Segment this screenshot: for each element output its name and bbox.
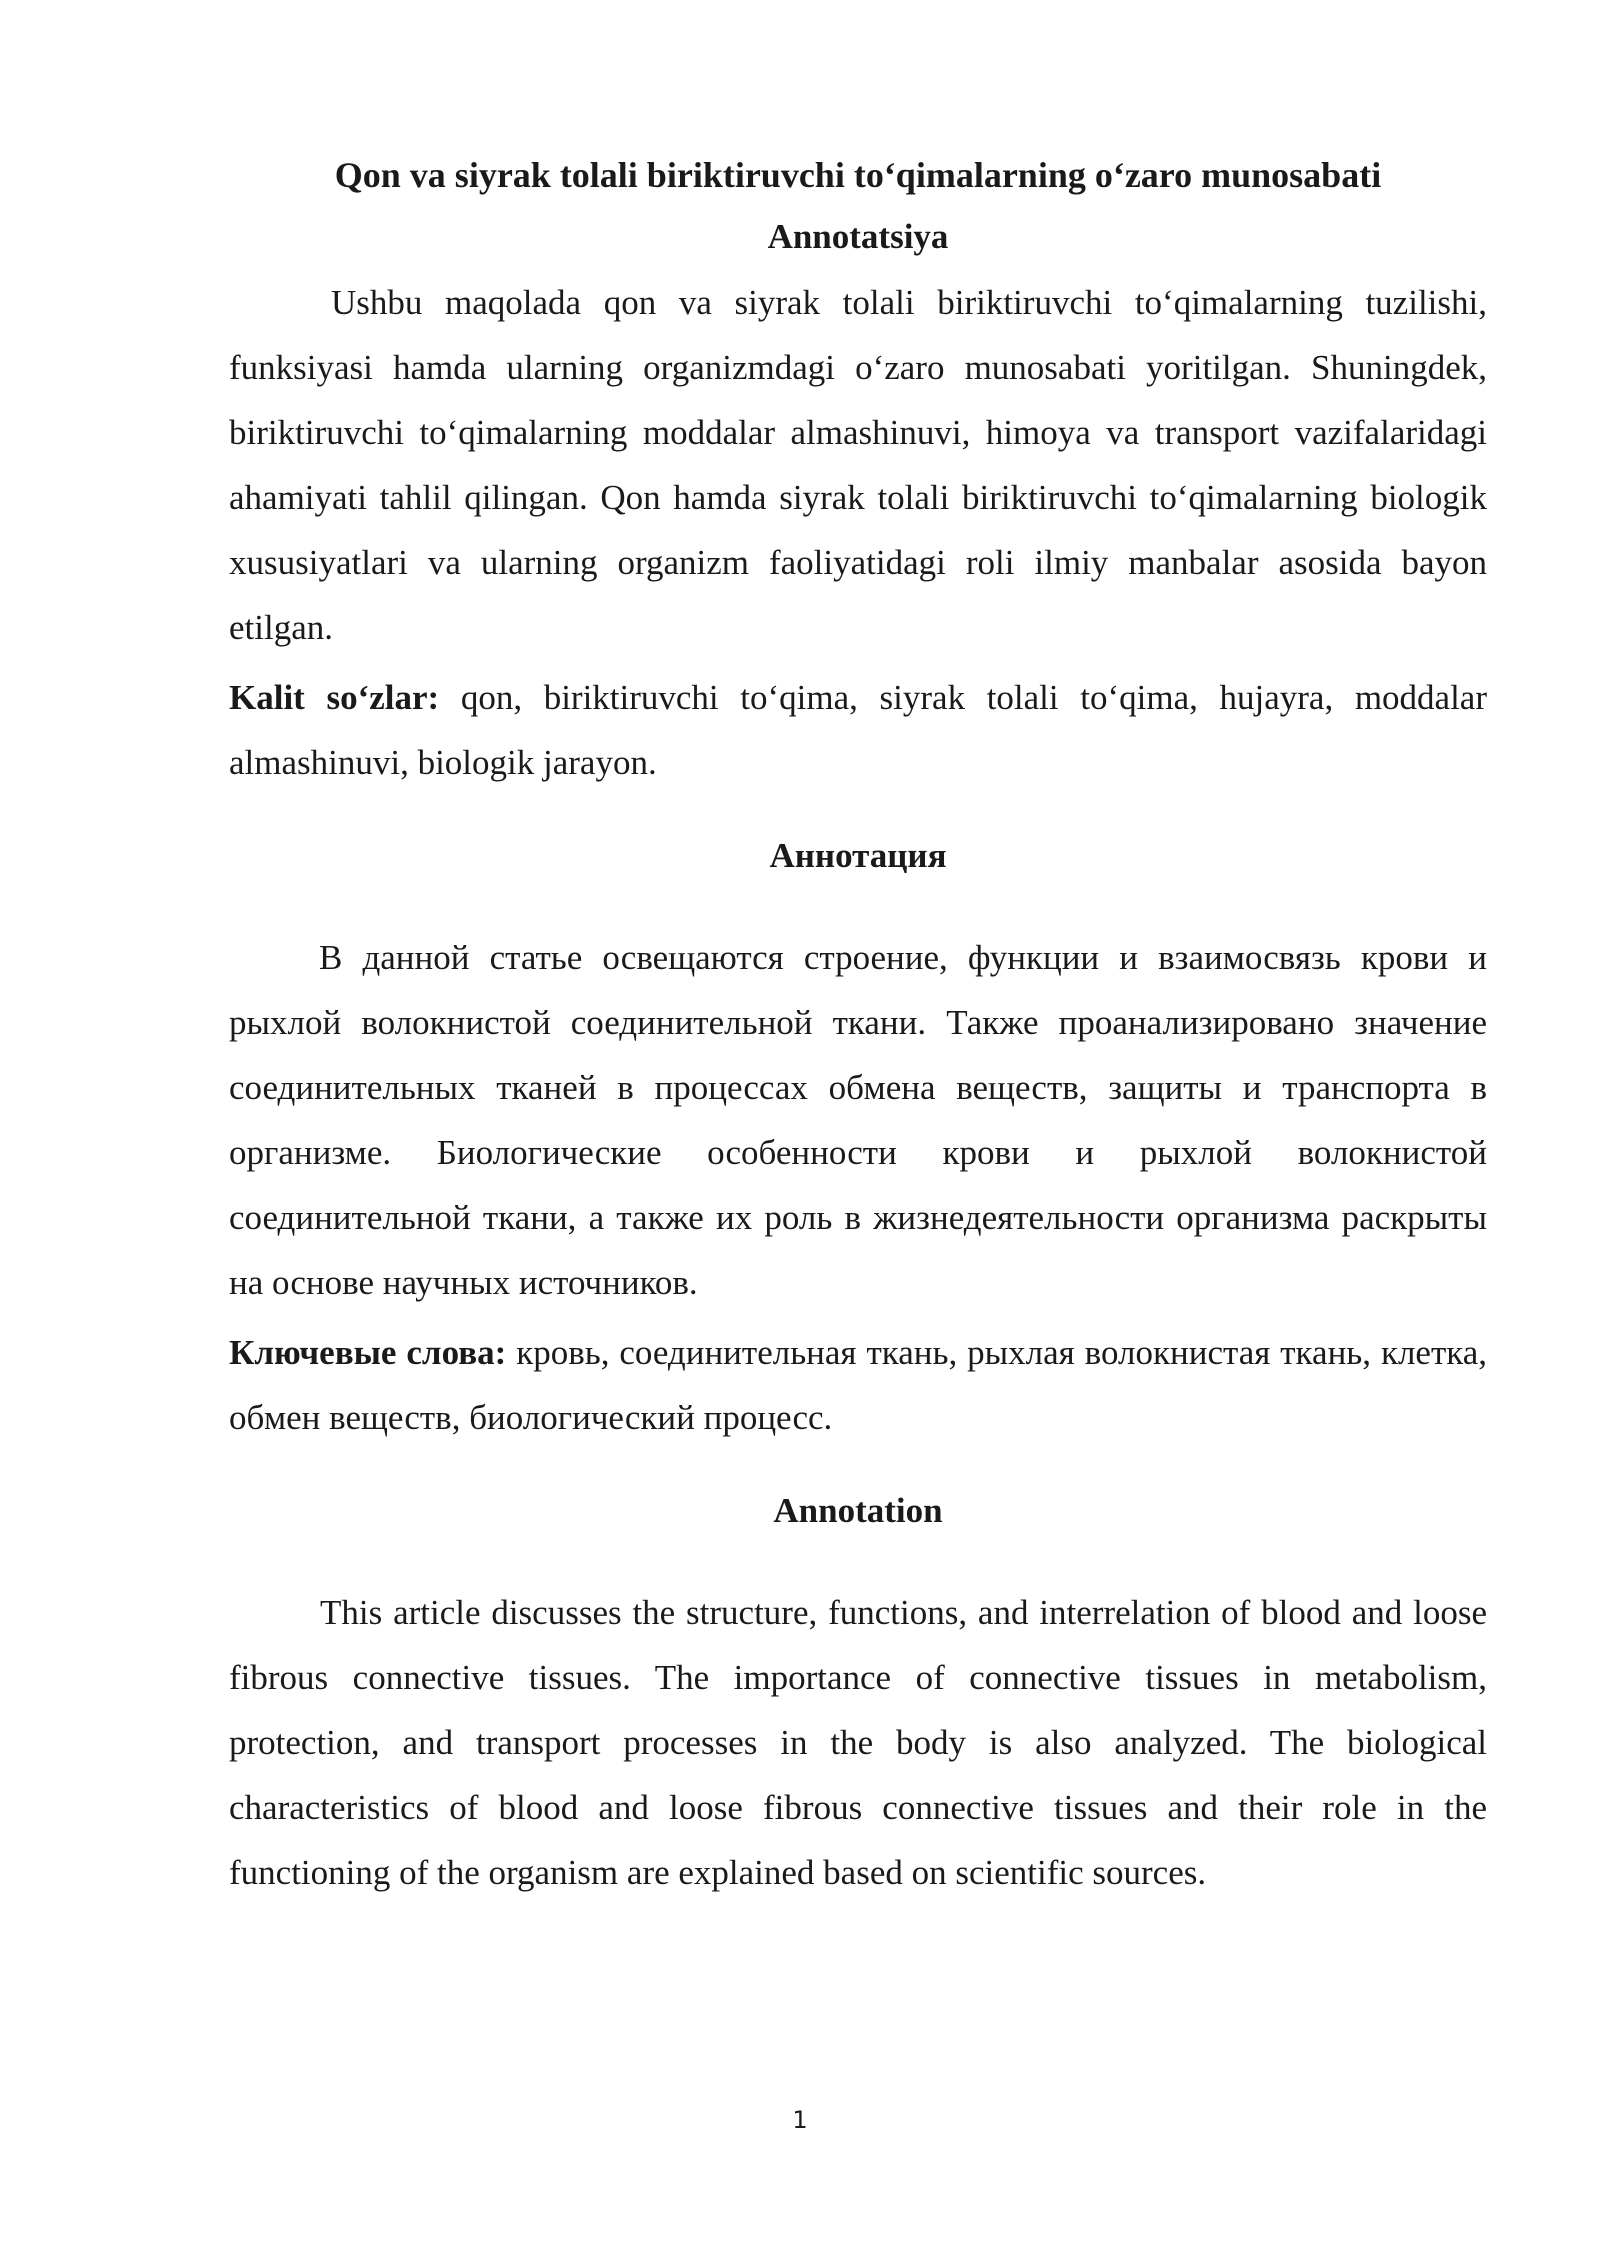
keywords-text-ru: кровь, соединительная ткань, рыхлая волокнистая ткань, клетка, обмен веществ, биологический процесс. [229,1333,1488,1437]
keywords-text-uz: qon, biriktiruvchi to‘qima, siyrak tolali to‘qima, hujayra, moddalar almashinuvi, biologik jarayon. [229,678,1487,782]
keywords-uz [229,665,1487,795]
paragraph-annotatsiya: Ushbu maqolada qon va siyrak tolali biriktiruvchi to‘qimalarning tuzilishi, funksiyasi hamda ularning organizmdagi o‘zaro munosabati yoritilgan. Shuningdek, biriktiruvchi to‘qimalarning moddalar almashinuvi, himoya va transport vazifalaridagi ahamiyati tahlil qilingan. Qon hamda siyrak tolali biriktiruvchi to‘qimalarning biologik xususiyatlari va ularning organizm faoliyatidagi roli ilmiy manbalar asosida bayon etilgan. [229,283,1487,647]
page-content [229,148,1487,1905]
keywords-ru [229,1320,1487,1450]
heading-annotatsiya: Annotatsiya [767,217,949,256]
paragraph-annotation-en: This article discusses the structure, functions, and interrelation of blood and loose fibrous connective tissues. The importance of connective tissues in metabolism, protection, and transport processes in the body is also analyzed. The biological characteristics of blood and loose fibrous connective tissues and their role in the functioning of the organism are explained based on scientific sources. [229,1593,1487,1892]
page-number: 1 [792,2106,808,2134]
document-title: Qon va siyrak tolali biriktiruvchi to‘qimalarning o‘zaro munosabati [334,155,1382,195]
paragraph-annotatsiya-ru: В данной статье освещаются строение, функции и взаимосвязь крови и рыхлой волокнистой соединительной ткани. Также проанализировано значение соединительных тканей в процессах обмена веществ, защиты и транспорта в организме. Биологические особенности крови и рыхлой волокнистой соединительной ткани, а также их роль в жизнедеятельности организма раскрыты на основе научных источников. [229,938,1487,1302]
keywords-label-ru: Ключевые слова: [229,1333,507,1372]
heading-annotation-en: Annotation [773,1491,943,1530]
heading-annotatsiya-ru: Аннотация [769,836,947,875]
keywords-label-uz: Kalit so‘zlar: [229,678,440,717]
